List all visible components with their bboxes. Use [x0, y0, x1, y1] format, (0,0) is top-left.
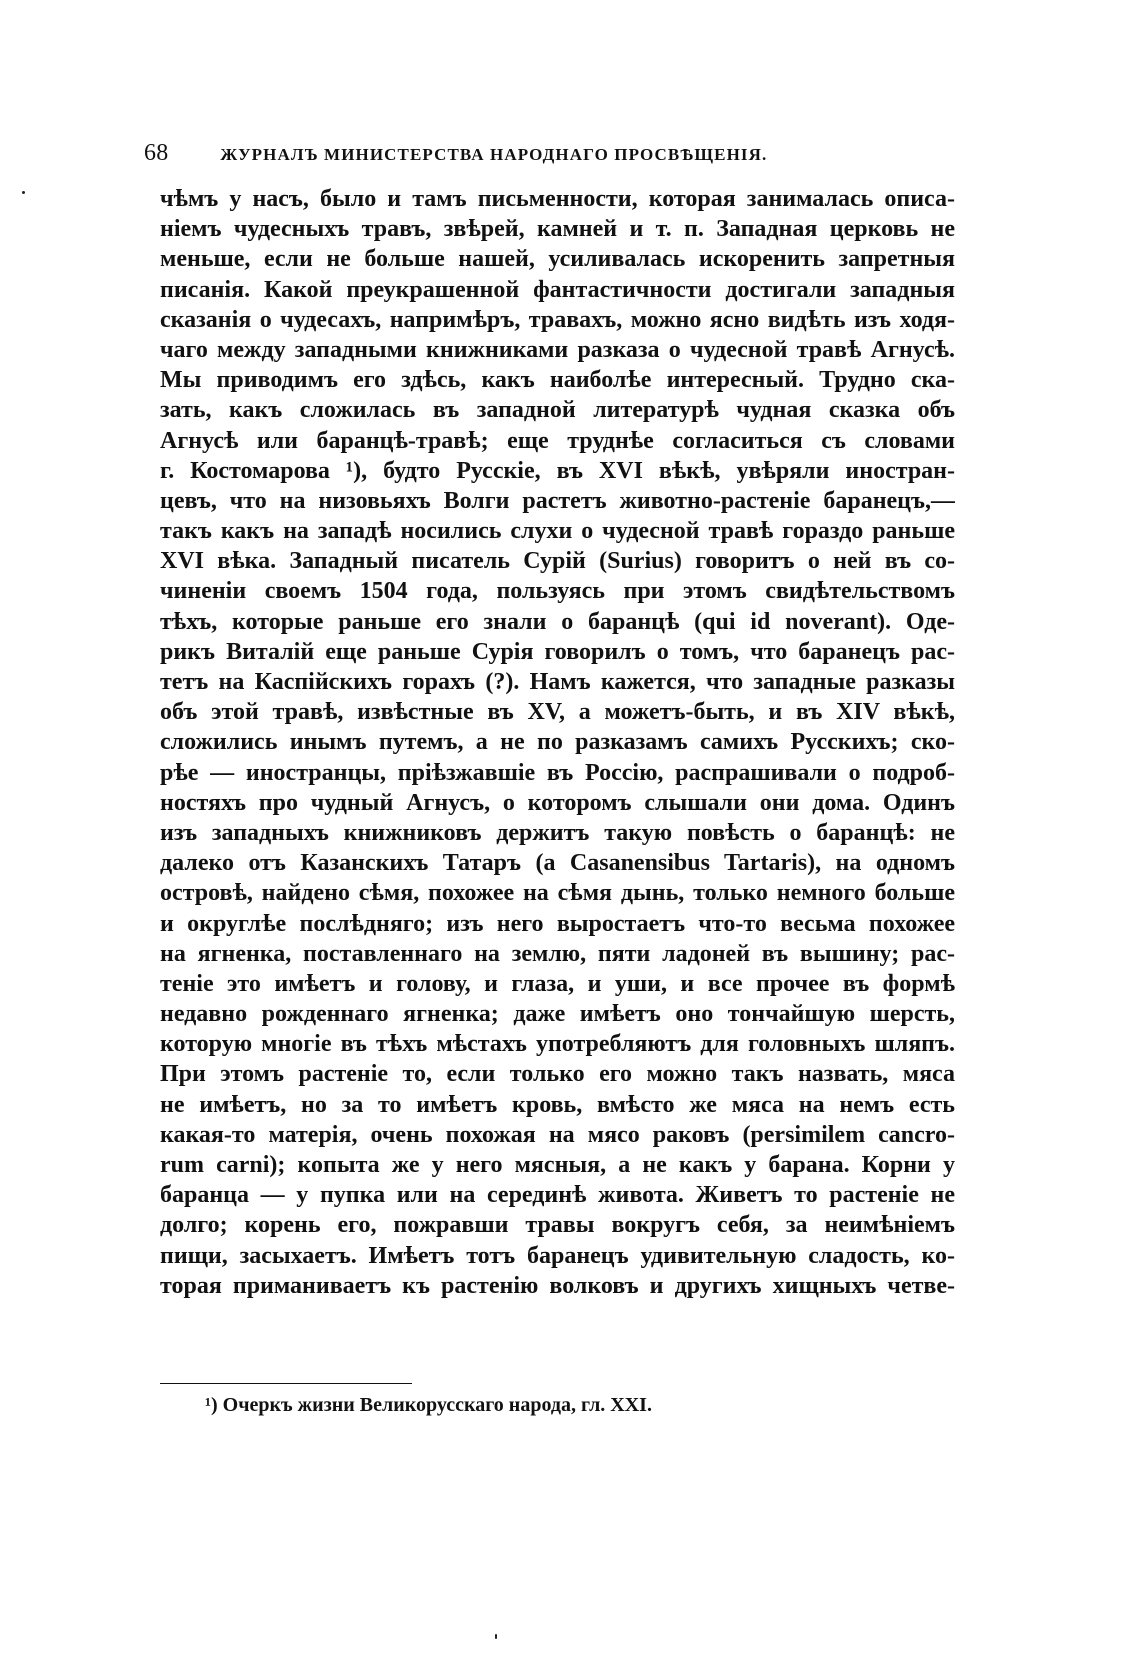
text-line: rum carni); копыта же у него мясныя, а не какъ у барана. Корни у	[160, 1152, 955, 1178]
text-line: зать, какъ сложилась въ западной литературѣ чудная сказка объ	[160, 397, 955, 424]
text-line: и округлѣе послѣдняго; изъ него выростаетъ что-то весьма похожее	[160, 910, 955, 937]
text-line: далеко отъ Казанскихъ Татаръ (a Casanensibus Tartaris), на одномъ	[160, 850, 955, 877]
footnote-divider	[160, 1383, 412, 1384]
text-line: сложились инымъ путемъ, а не по разказамъ самихъ Русскихъ; ско-	[160, 729, 955, 756]
running-title: ЖУРНАЛЪ МИНИСТЕРСТВА НАРОДНАГО ПРОСВѢЩЕНІЯ.	[220, 145, 768, 164]
text-line: рикъ Виталій еще раньше Сурія говорилъ о томъ, что баранецъ рас-	[160, 638, 955, 665]
running-header	[144, 140, 844, 174]
text-line: пищи, засыхаетъ. Имѣетъ тотъ баранецъ удивительную сладость, ко-	[160, 1242, 955, 1269]
text-line: Мы приводимъ его здѣсь, какъ наиболѣе интересный. Трудно ска-	[160, 367, 955, 394]
text-line: теніе это имѣетъ и голову, и глаза, и уши, и все прочее въ формѣ	[160, 970, 955, 997]
text-line: тетъ на Каспійскихъ горахъ (?). Намъ кажется, что западные разказы	[160, 669, 955, 695]
text-line: на ягненка, поставленнаго на землю, пяти ладоней въ вышину; рас-	[160, 940, 955, 967]
text-line: меньше, если не больше нашей, усиливалась искоренить запретныя	[160, 246, 955, 273]
scan-speck	[22, 191, 25, 194]
text-line: ностяхъ про чудный Агнусъ, о которомъ слышали они дома. Одинъ	[160, 789, 955, 816]
footnote: ¹) Очеркъ жизни Великорусскаго народа, гл. XXI.	[205, 1394, 652, 1416]
text-line: тѣхъ, которые раньше его знали о баранцѣ (qui id noverant). Оде-	[160, 608, 955, 635]
text-line: ніемъ чудесныхъ травъ, звѣрей, камней и т. п. Западная церковь не	[160, 216, 955, 243]
text-line: чѣмъ у насъ, было и тамъ письменности, которая занималась описа-	[160, 186, 955, 212]
text-line: чиненіи своемъ 1504 года, пользуясь при этомъ свидѣтельствомъ	[160, 578, 955, 605]
text-line: такъ какъ на западѣ носились слухи о чудесной травѣ гораздо раньше	[160, 518, 955, 545]
text-line: которую многіе въ тѣхъ мѣстахъ употребляютъ для головныхъ шляпъ.	[160, 1031, 955, 1058]
text-line: островѣ, найдено сѣмя, похожее на сѣмя дынь, только немного больше	[160, 880, 955, 907]
main-text	[160, 184, 955, 1301]
text-line: долго; корень его, пожравши травы вокругъ себя, за неимѣніемъ	[160, 1212, 955, 1239]
text-line: изъ западныхъ книжниковъ держитъ такую повѣсть о баранцѣ: не	[160, 819, 955, 846]
text-line: какая-то матерія, очень похожая на мясо раковъ (persimilem cancro-	[160, 1121, 955, 1148]
text-line: Агнусѣ или баранцѣ-травѣ; еще труднѣе согласиться съ словами	[160, 427, 955, 454]
text-line: не имѣетъ, но за то имѣетъ кровь, вмѣсто же мяса на немъ есть	[160, 1091, 955, 1118]
text-line: писанія. Какой преукрашенной фантастичности достигали западныя	[160, 276, 955, 303]
text-line: объ этой травѣ, извѣстные въ XV, а можетъ-быть, и въ XIV вѣкѣ,	[160, 699, 955, 726]
text-line: чаго между западными книжниками разказа о чудесной травѣ Агнусѣ.	[160, 336, 955, 363]
text-line: торая приманиваетъ къ растенію волковъ и другихъ хищныхъ четве-	[160, 1272, 955, 1299]
scan-speck	[495, 1634, 497, 1639]
text-line: сказанія о чудесахъ, напримѣръ, травахъ, можно ясно видѣть изъ ходя-	[160, 306, 955, 333]
text-line: При этомъ растеніе то, если только его можно такъ назвать, мяса	[160, 1061, 955, 1088]
text-line: недавно рожденнаго ягненка; даже имѣетъ оно тончайшую шерсть,	[160, 1001, 955, 1028]
text-line: баранца — у пупка или на серединѣ живота. Живетъ то растеніе не	[160, 1182, 955, 1209]
text-line: г. Костомарова ¹), будто Русскіе, въ XVI вѣкѣ, увѣряли иностран-	[160, 457, 955, 484]
text-line: рѣе — иностранцы, пріѣзжавшіе въ Россію, распрашивали о подроб-	[160, 759, 955, 786]
text-line: XVI вѣка. Западный писатель Сурій (Surius) говоритъ о ней въ со-	[160, 548, 955, 575]
text-line: цевъ, что на низовьяхъ Волги растетъ животно-растеніе баранецъ,—	[160, 487, 955, 514]
page-number: 68	[144, 140, 169, 166]
